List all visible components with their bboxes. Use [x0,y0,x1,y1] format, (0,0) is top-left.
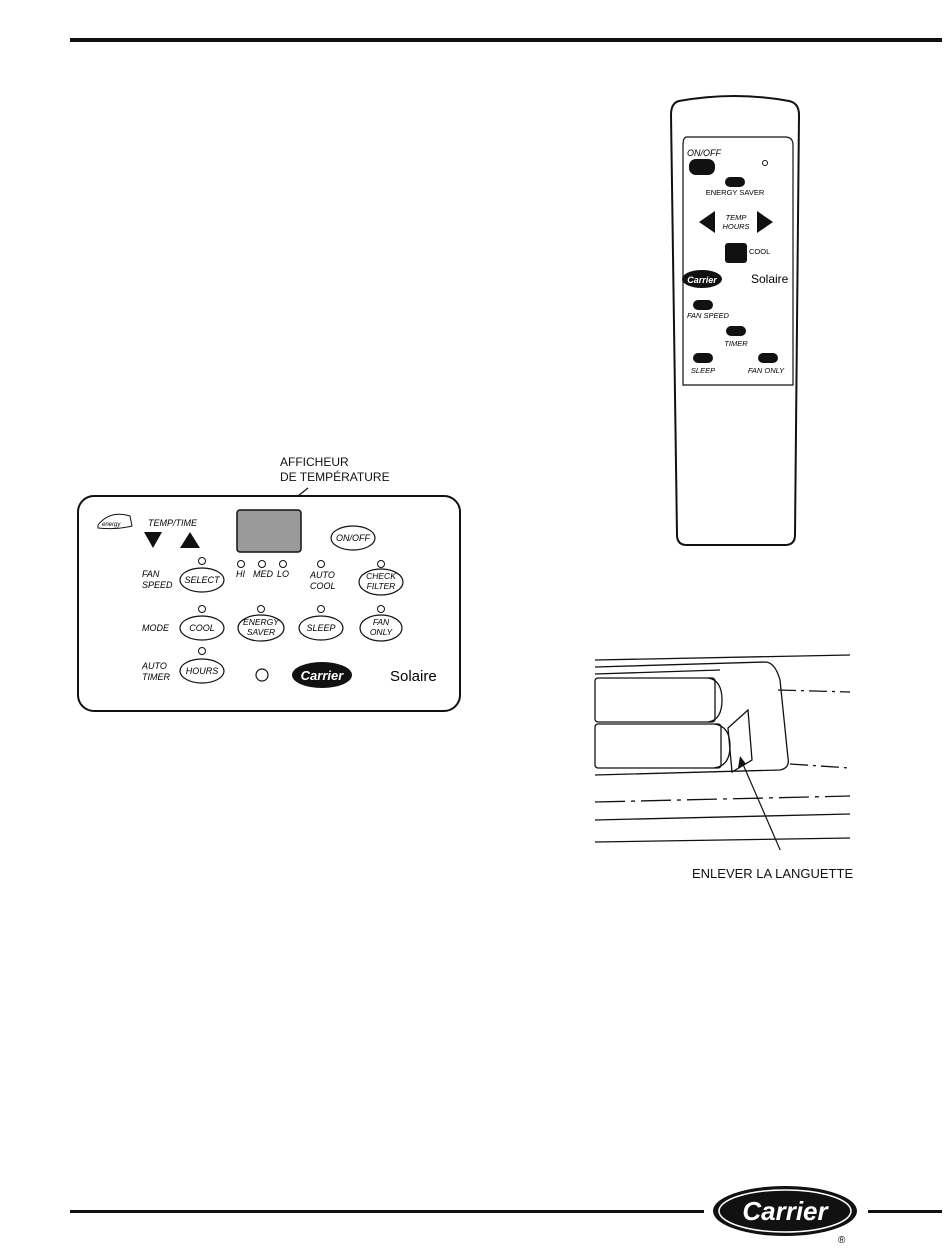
remote-cool-button[interactable] [725,243,747,263]
housing-guide-line-2 [790,764,850,768]
housing-bottom-edge [595,838,850,842]
auto-cool-label-1: AUTO [310,570,335,580]
remote-fan-only-button[interactable] [758,353,778,363]
control-panel-figure [70,470,470,720]
display-callout-line-2: DE TEMPÉRATURE [280,470,390,484]
panel-sleep-label: SLEEP [306,623,336,633]
remote-led [763,161,768,166]
mode-label: MODE [142,623,169,633]
check-filter-led [378,561,385,568]
check-filter-label-2: FILTER [366,581,396,591]
battery-upper [595,678,715,722]
remote-hours-label: HOURS [722,222,750,231]
fan-only-led [378,606,385,613]
energy-saver-label-1: ENERGY [243,617,279,627]
lo-led [280,561,287,568]
remote-temp-label: TEMP [725,213,747,222]
sleep-led [318,606,325,613]
med-label: MED [253,569,273,579]
remote-energy-saver-label: ENERGY SAVER [705,188,765,197]
battery-lower [595,724,721,768]
auto-cool-led [318,561,325,568]
fan-speed-label-2: SPEED [142,580,173,590]
bottom-rule-right [868,1210,942,1213]
select-led [199,558,206,565]
panel-solaire-text: Solaire [390,668,437,685]
footer-registered-mark: ® [838,1235,846,1245]
housing-top-edge [595,655,850,660]
fan-speed-label-1: FAN [142,569,160,579]
battery-compartment-figure [590,650,860,850]
check-filter-label-1: CHECK [366,571,396,581]
med-led [259,561,266,568]
remote-solaire-text: Solaire [751,272,789,286]
battery-top-line [595,670,720,674]
hi-led [238,561,245,568]
hi-label: HI [236,569,245,579]
temp-time-label: TEMP/TIME [148,518,197,528]
remote-carrier-text: Carrier [687,275,717,285]
lo-label: LO [277,569,290,579]
tab-callout-text: ENLEVER LA LANGUETTE [692,866,854,881]
panel-fan-only-label-1: FAN [372,617,390,627]
remote-onoff-label: ON/OFF [687,148,721,158]
svg-text:energy: energy [102,522,121,528]
bottom-rule-left [70,1210,704,1213]
energy-saver-led [258,606,265,613]
footer-carrier-text: Carrier [742,1196,828,1226]
remote-sleep-button[interactable] [693,353,713,363]
select-label: SELECT [184,575,220,585]
panel-onoff-label: ON/OFF [336,533,370,543]
auto-timer-label-1: AUTO [142,661,167,671]
tab-callout-leader [742,762,788,850]
panel-cool-label: COOL [189,623,215,633]
remote-fan-only-label: FAN ONLY [747,366,785,375]
hours-label: HOURS [185,666,219,676]
auto-timer-label-2: TIMER [142,672,170,682]
remote-figure [665,95,815,550]
remote-fan-speed-button[interactable] [693,300,713,310]
energy-saver-label-2: SAVER [246,627,276,637]
remote-sleep-label: SLEEP [690,366,716,375]
housing-lower-edge [595,814,850,820]
cool-led [199,606,206,613]
housing-centerline [595,796,850,802]
panel-carrier-text: Carrier [300,668,344,683]
remote-cool-label: COOL [749,247,771,256]
remote-sensor [256,669,268,681]
display-callout-line-1: AFFICHEUR [280,455,349,469]
temperature-display [237,510,301,552]
remote-onoff-button[interactable] [689,159,715,175]
auto-cool-label-2: COOL [310,581,336,591]
panel-fan-only-label-2: ONLY [369,627,393,637]
compartment-outline [595,662,788,775]
remote-fan-speed-label: FAN SPEED [687,311,729,320]
remote-timer-label: TIMER [724,339,748,348]
remote-energy-saver-button[interactable] [725,177,745,187]
housing-guide-line-1 [778,690,850,692]
hours-led [199,648,206,655]
remote-timer-button[interactable] [726,326,746,336]
footer-carrier-logo [710,1183,860,1245]
top-rule [70,38,942,42]
